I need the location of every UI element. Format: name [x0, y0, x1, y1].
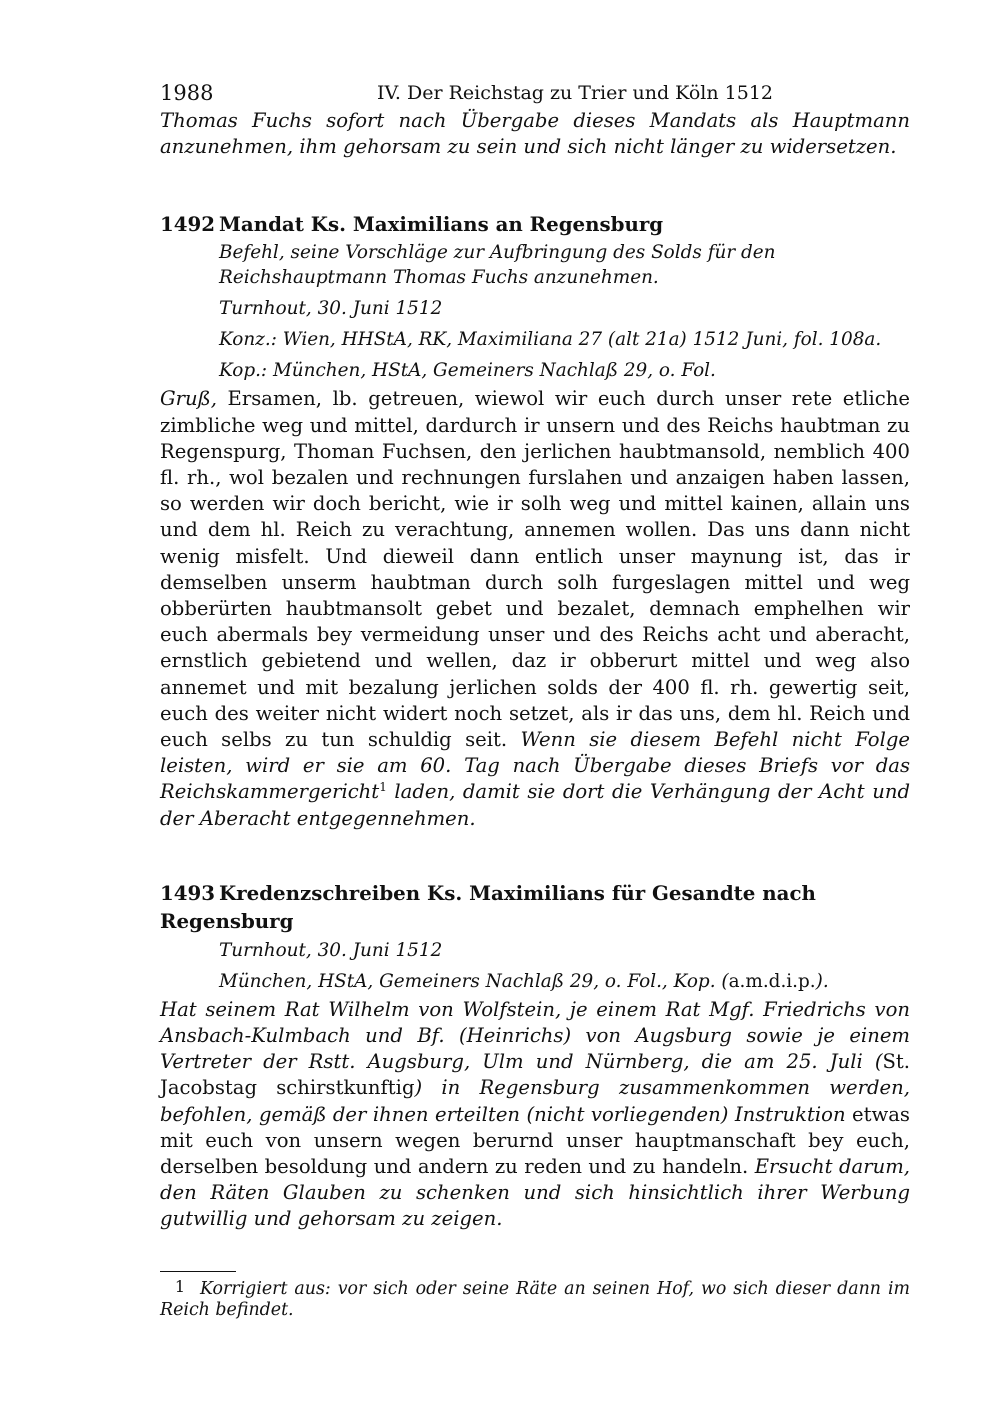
entry-heading [160, 879, 910, 935]
source-text: ). [815, 970, 829, 992]
body-summary: Hat seinem Rat Wilhelm von Wolfstein, je einem Rat Mgf. Friedrichs von Ansbach-Kulmbach und Bf. (Heinrichs) von Augsburg sowie je einem Vertreter der Rstt. Augsburg, Ulm und Nürnberg, die am 25. Juli ( [160, 997, 910, 1074]
continuation-paragraph: Thomas Fuchs sofort nach Übergabe dieses Mandats als Hauptmann anzunehmen, ihm gehorsam zu sein und sich nicht länger zu widersetzen. [160, 109, 910, 159]
entry-body [160, 386, 910, 831]
entry-1492 [160, 210, 910, 831]
running-title: IV. Der Reichstag zu Trier und Köln 1512 [377, 82, 773, 104]
source-abbrev: a.m.d.i.p. [728, 970, 816, 992]
entry-place-date: Turnhout, 30. Juni 1512 [219, 298, 443, 320]
body-text: Ersamen, lb. getreuen, wiewol wir euch durch unser rete etliche zimbliche weg und mittel, dardurch ir unsern und des Reichs haubtman zu Regenspurg, Thoman Fuchsen, den jerlichen haubtmansold, nemblich 400 fl. rh., wol bezalen und rechnungen furslahen und anzaigen haben lassen, so werden wir doch bericht, wie ir solh weg und mittel kainen, allain uns und dem hl. Reich zu verachtung, annemen wollen. Das uns dann nicht wenig misfelt. Und dieweil dann entlich unser maynung ist, das ir demselben unserm haubtman durch solh furgeslagen mittel und weg obberürten haubtmansolt gebet und bezalet, demnach emphelhen wir euch abermals bey vermeidung unser und des Reichs acht und aberacht, ernstlich gebietend und wellen, daz ir obberurt mittel und weg also annemet und mit bezalung jerlichen solds der 400 fl. rh. gewertig seit, euch des weiter nicht widert noch setzet, als ir das uns, dem hl. Reich und euch selbs zu tun schuldig seit. [160, 387, 910, 752]
entry-place-date: Turnhout, 30. Juni 1512 [219, 939, 443, 961]
source-text: München, HStA, Gemeiners Nachlaß 29, o. Fol., Kop. ( [219, 970, 729, 992]
running-head [160, 78, 910, 108]
footnote [160, 1276, 910, 1321]
body-summary: ) in Regensburg zusammenkommen werden, befohlen, gemäß der ihnen erteilten (nicht vorliegenden) Instruktion [160, 1076, 910, 1126]
entry-1493 [160, 879, 910, 1233]
entry-heading [160, 210, 910, 238]
entry-body [160, 997, 910, 1233]
footnote-rule [160, 1271, 236, 1272]
entry-source [160, 969, 910, 994]
body-summary: Wenn sie diesem Befehl nicht Folge leisten, wird er sie am 60. Tag nach Übergabe dieses Briefs vor das Reichskammergericht [160, 728, 911, 804]
body-summary: Ersucht darum, den Räten Glauben zu schenken und sich hinsichtlich ihrer Werbung gutwillig und gehorsam zu zeigen. [160, 1155, 910, 1231]
body-quote: etwas mit euch von unsern wegen berurnd unser hauptmanschaft bey euch, derselben besoldung und andern zu reden und zu handeln. [160, 1102, 910, 1179]
salutation: Gruß, [160, 387, 217, 411]
entry-number: 1493 [160, 880, 216, 905]
entry-summary: Befehl, seine Vorschläge zur Aufbringung des Solds für den Reichshauptmann Thomas Fuchs anzunehmen. [219, 242, 776, 289]
page-number: 1988 [160, 81, 214, 105]
body-quote: St. Jacobstag schirstkunftig [160, 1050, 910, 1100]
entry-source: Kop.: München, HStA, Gemeiners Nachlaß 29, o. Fol. [219, 360, 716, 382]
entry-source: Konz.: Wien, HHStA, RK, Maximiliana 27 (alt 21a) 1512 Juni, fol. 108a. [219, 329, 882, 351]
document-page [160, 78, 910, 1321]
footnote-mark: 1 [174, 1276, 186, 1296]
entry-number: 1492 [160, 212, 216, 237]
footnote-reference[interactable]: 1 [379, 780, 387, 795]
footnote-text: Korrigiert aus: vor sich oder seine Räte an seinen Hof, wo sich dieser dann im Reich befindet. [160, 1278, 910, 1320]
entry-title: Mandat Ks. Maximilians an Regensburg [219, 212, 664, 237]
entry-title: Kredenzschreiben Ks. Maximilians für Gesandte nach Regensburg [160, 880, 816, 933]
body-summary: laden, damit sie dort die Verhängung der Acht und der Aberacht entgegennehmen. [160, 780, 910, 830]
